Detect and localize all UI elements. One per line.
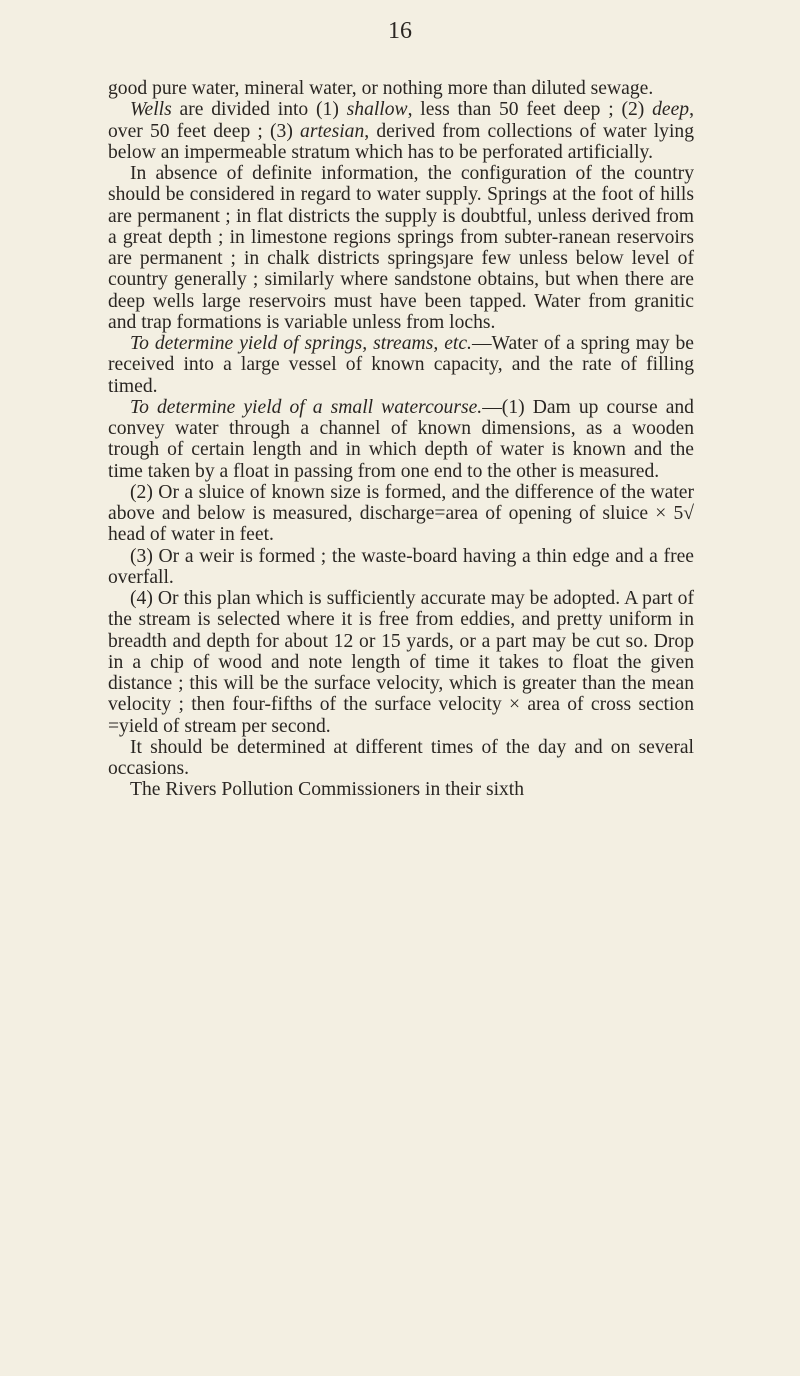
paragraph — [108, 737, 694, 780]
text-run: (3) Or a weir is formed ; the waste-board having a thin edge and a free overfall. — [108, 545, 694, 588]
text-run: In absence of definite information, the configuration of the country should be considered in regard to water supply. Springs at the foot of hills are permanent ; in flat districts the supply is doubtful, unless derived from a great depth ; in limestone regions springs from subter-ranean reservoirs are permanent ; in chalk districts springsȷare few unless below level of country generally ; similarly where sandstone obtains, but when there are deep wells large reservoirs must have been tapped. Water from granitic and trap formations is variable unless from lochs. — [108, 163, 694, 333]
italic-text-run: shallow — [346, 99, 408, 121]
paragraph — [108, 588, 694, 737]
text-run: (4) Or this plan which is sufficiently accurate may be adopted. A part of the stream is selected where it is free from eddies, and pretty uniform in breadth and depth for about 12 or 15 yards, or a part may be cut so. Drop in a chip of wood and note length of time it takes to float the given distance ; this will be the surface velocity, which is greater than the mean velocity ; then four-fifths of the surface velocity × area of cross section =yield of stream per second. — [108, 588, 694, 737]
text-run: good pure water, mineral water, or nothing more than diluted sewage. — [108, 78, 654, 99]
paragraph — [108, 397, 694, 482]
text-run: , less than 50 feet deep ; (2) — [407, 99, 653, 121]
paragraph — [108, 78, 694, 99]
paragraph — [108, 482, 694, 546]
body-text — [108, 78, 694, 801]
italic-text-run: artesian — [300, 120, 365, 142]
text-run: (2) Or a sluice of known size is formed, and the difference of the water above and below is measured, discharge=area of opening of sluice × 5√ head of water in feet. — [108, 481, 694, 546]
paragraph — [108, 546, 694, 589]
text-run: The Rivers Pollution Commissioners in their sixth — [130, 779, 525, 801]
page-number: 16 — [388, 18, 412, 44]
paragraph — [108, 333, 694, 397]
italic-text-run: To determine yield of a small watercourse. — [130, 396, 483, 418]
text-run: , over 50 feet deep ; (3) — [108, 99, 694, 142]
paragraph — [108, 163, 694, 333]
text-run: —(1) Dam up course and convey water through a channel of known dimensions, as a wooden trough of certain length and in which depth of water is known and the time taken by a float in passing from one end to the other is measured. — [108, 396, 694, 482]
text-run: , derived from collections of water lying below an impermeable stratum which has to be perforated artificially. — [108, 120, 694, 163]
text-run: —Water of a spring may be received into a large vessel of known capacity, and the rate of filling timed. — [108, 333, 694, 397]
italic-text-run: To determine yield of springs, streams, etc. — [130, 333, 472, 354]
text-run: are divided into (1) — [171, 99, 347, 121]
italic-text-run: deep — [652, 99, 690, 121]
paragraph — [108, 99, 694, 163]
paragraph — [108, 779, 694, 800]
italic-text-run: Wells — [130, 99, 172, 121]
text-run: It should be determined at different times of the day and on several occasions. — [108, 736, 694, 779]
